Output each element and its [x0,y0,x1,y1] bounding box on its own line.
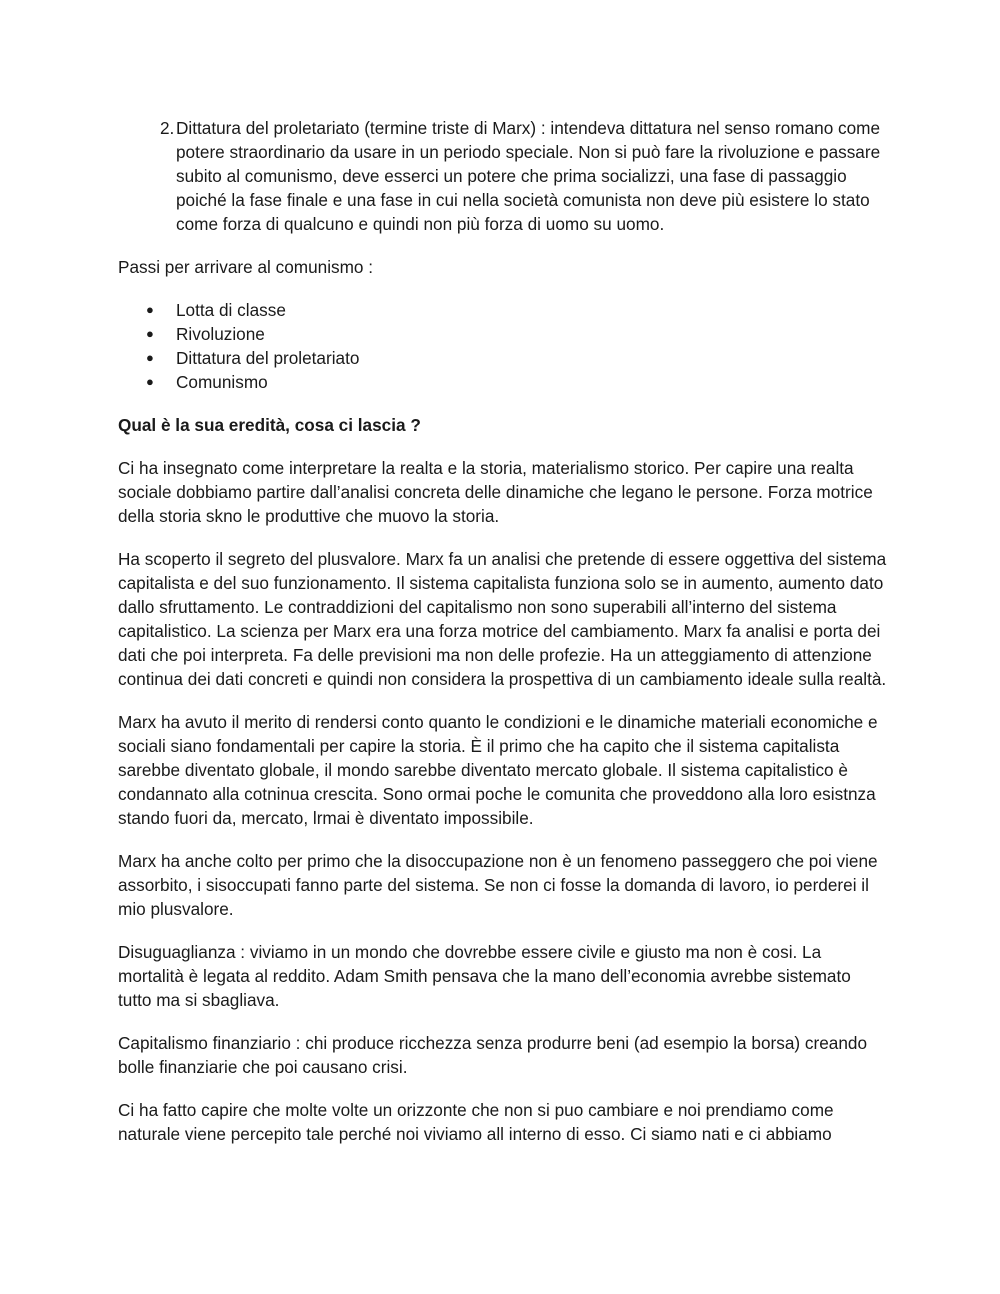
list-item [118,298,888,322]
paragraph: Disuguaglianza : viviamo in un mondo che dovrebbe essere civile e giusto ma non è cosi. La mortalità è legata al reddito. Adam Smith pensava che la mano dell’economia avrebbe sistemato tutto ma si sbagliava. [118,942,851,1010]
bullet-icon: ● [146,374,154,389]
list-item [118,346,888,370]
list-number-cell [118,116,176,236]
list-item-text: Lotta di classe [176,300,286,320]
steps-intro: Passi per arrivare al comunismo : [118,257,374,277]
bullet-icon: ● [146,302,154,317]
paragraph: Ci ha fatto capire che molte volte un orizzonte che non si puo cambiare e noi prendiamo come naturale viene percepito tale perché noi viviamo all interno di esso. Ci siamo nati e ci abbiamo [118,1100,834,1144]
numbered-list-item [118,116,888,236]
paragraph: Ha scoperto il segreto del plusvalore. Marx fa un analisi che pretende di essere oggettiva del sistema capitalista e del suo funzionamento. Il sistema capitalista funziona solo se in aumento, aumento dato dallo sfruttamento. Le contraddizioni del capitalismo non sono superabili all’interno del sistema capitalistico. La scienza per Marx era una forza motrice del cambiamento. Marx fa analisi e porta dei dati che poi interpreta. Fa delle previsioni ma non delle profezie. Ha un atteggiamento di attenzione continua dei dati concreti e quindi non considera la prospettiva di un cambiamento ideale sulla realtà. [118,549,887,689]
list-item-text: Rivoluzione [176,324,265,344]
list-item [118,370,888,394]
bullet-icon: ● [146,350,154,365]
document-page [118,116,888,1146]
list-item [118,322,888,346]
list-item-text: Comunismo [176,372,268,392]
section-heading: Qual è la sua eredità, cosa ci lascia ? [118,415,421,435]
steps-bullet-list [118,298,888,394]
bullet-icon: ● [146,326,154,341]
list-item-text: Dittatura del proletariato (termine triste di Marx) : intendeva dittatura nel senso romano come potere straordinario da usare in un periodo speciale. Non si può fare la rivoluzione e passare subito al comunismo, deve esserci un potere che prima socializzi, una fase di passaggio poiché la fase finale e una fase in cui nella società comunista non deve più esistere lo stato come forza di qualcuno e quindi non più forza di uomo su uomo. [176,118,881,234]
paragraph: Marx ha anche colto per primo che la disoccupazione non è un fenomeno passeggero che poi viene assorbito, i sisoccupati fanno parte del sistema. Se non ci fosse la domanda di lavoro, io perderei il mio plusvalore. [118,851,878,919]
list-item-text: Dittatura del proletariato [176,348,360,368]
paragraph: Ci ha insegnato come interpretare la realta e la storia, materialismo storico. Per capire una realta sociale dobbiamo partire dall’analisi concreta delle dinamiche che legano le persone. Forza motrice della storia skno le produttive che muovo la storia. [118,458,873,526]
list-number: 2. [160,118,175,138]
paragraph: Capitalismo finanziario : chi produce ricchezza senza produrre beni (ad esempio la borsa) creando bolle finanziarie che poi causano crisi. [118,1033,867,1077]
paragraph: Marx ha avuto il merito di rendersi conto quanto le condizioni e le dinamiche materiali economiche e sociali siano fondamentali per capire la storia. È il primo che ha capito che il sistema capitalista sarebbe diventato globale, il mondo sarebbe diventato mercato globale. Il sistema capitalistico è condannato alla cotninua crescita. Sono ormai poche le comunita che proveddono alla loro esistnza stando fuori da, mercato, lrmai è diventato impossibile. [118,712,878,828]
